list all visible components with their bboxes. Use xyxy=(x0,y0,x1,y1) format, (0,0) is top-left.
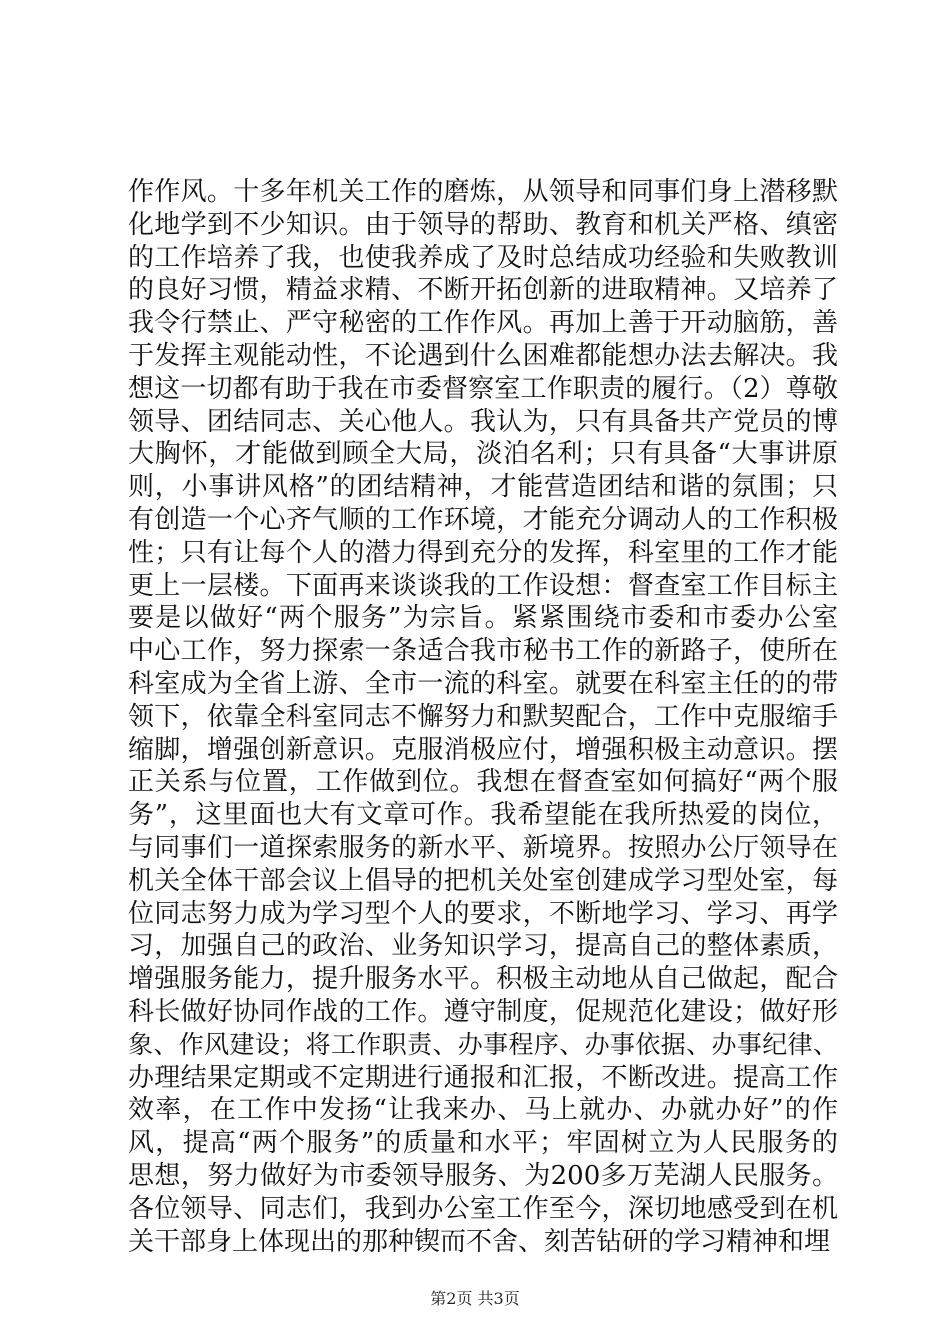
text-line: 关干部身上体现出的那种锲而不舍、刻苦钻研的学习精神和埋 xyxy=(128,1226,831,1257)
text-line: 大胸怀，才能做到顾全大局，淡泊名利；只有具备“大事讲原 xyxy=(128,439,838,470)
text-line: 习，加强自己的政治、业务知识学习，提高自己的整体素质， xyxy=(128,931,838,962)
text-line: 性；只有让每个人的潜力得到充分的发挥，科室里的工作才能 xyxy=(128,537,838,568)
text-line: 作作风。十多年机关工作的磨炼，从领导和同事们身上潜移默 xyxy=(128,177,838,207)
text-line: 机关全体干部会议上倡导的把机关处室创建成学习型处室，每 xyxy=(128,865,838,896)
text-line: 办理结果定期或不定期进行通报和汇报，不断改进。提高工作 xyxy=(128,1062,838,1093)
text-line: 则，小事讲风格”的团结精神，才能营造团结和谐的氛围；只 xyxy=(128,472,838,503)
text-line: 我令行禁止、严守秘密的工作作风。再加上善于开动脑筋，善 xyxy=(128,308,838,339)
text-line: 科室成为全省上游、全市一流的科室。就要在科室主任的的带 xyxy=(128,668,838,699)
text-line: 化地学到不少知识。由于领导的帮助、教育和机关严格、缜密 xyxy=(128,209,838,240)
text-line: 领下，依靠全科室同志不懈努力和默契配合，工作中克服缩手 xyxy=(128,701,838,732)
text-line: 想这一切都有助于我在市委督察室工作职责的履行。（2）尊敬 xyxy=(128,373,838,404)
text-line: 各位领导、同志们，我到办公室工作至今，深切地感受到在机 xyxy=(128,1193,838,1224)
text-line: 增强服务能力，提升服务水平。积极主动地从自己做起，配合 xyxy=(128,964,838,995)
text-line: 中心工作，努力探索一条适合我市秘书工作的新路子，使所在 xyxy=(128,636,838,667)
text-line: 的良好习惯，精益求精、不断开拓创新的进取精神。又培养了 xyxy=(128,275,838,306)
text-line: 于发挥主观能动性，不论遇到什么困难都能想办法去解决。我 xyxy=(128,340,838,371)
text-line: 与同事们一道探索服务的新水平、新境界。按照办公厅领导在 xyxy=(128,832,838,863)
text-line: 风，提高“两个服务”的质量和水平；牢固树立为人民服务的 xyxy=(128,1128,838,1159)
text-line: 缩脚，增强创新意识。克服消极应付，增强积极主动意识。摆 xyxy=(128,734,838,765)
text-line: 位同志努力成为学习型个人的要求，不断地学习、学习、再学 xyxy=(128,898,838,929)
text-line: 领导、团结同志、关心他人。我认为，只有具备共产党员的博 xyxy=(128,406,838,437)
body-text xyxy=(128,176,838,1258)
text-line: 的工作培养了我，也使我养成了及时总结成功经验和失败教训 xyxy=(128,242,838,273)
text-line: 效率，在工作中发扬“让我来办、马上就办、办就办好”的作 xyxy=(128,1095,838,1126)
text-line: 思想，努力做好为市委领导服务、为200多万芜湖人民服务。 xyxy=(128,1160,838,1191)
text-line: 正关系与位置，工作做到位。我想在督查室如何搞好“两个服 xyxy=(128,767,838,798)
text-line: 更上一层楼。下面再来谈谈我的工作设想：督查室工作目标主 xyxy=(128,570,838,601)
page-footer: 第2页 共3页 xyxy=(430,1289,520,1308)
text-line: 有创造一个心齐气顺的工作环境，才能充分调动人的工作积极 xyxy=(128,504,838,535)
text-line: 要是以做好“两个服务”为宗旨。紧紧围绕市委和市委办公室 xyxy=(128,603,838,634)
text-line: 象、作风建设；将工作职责、办事程序、办事依据、办事纪律、 xyxy=(128,1029,838,1059)
text-line: 务”，这里面也大有文章可作。我希望能在我所热爱的岗位， xyxy=(128,800,838,831)
text-line: 科长做好协同作战的工作。遵守制度，促规范化建设；做好形 xyxy=(128,996,838,1027)
